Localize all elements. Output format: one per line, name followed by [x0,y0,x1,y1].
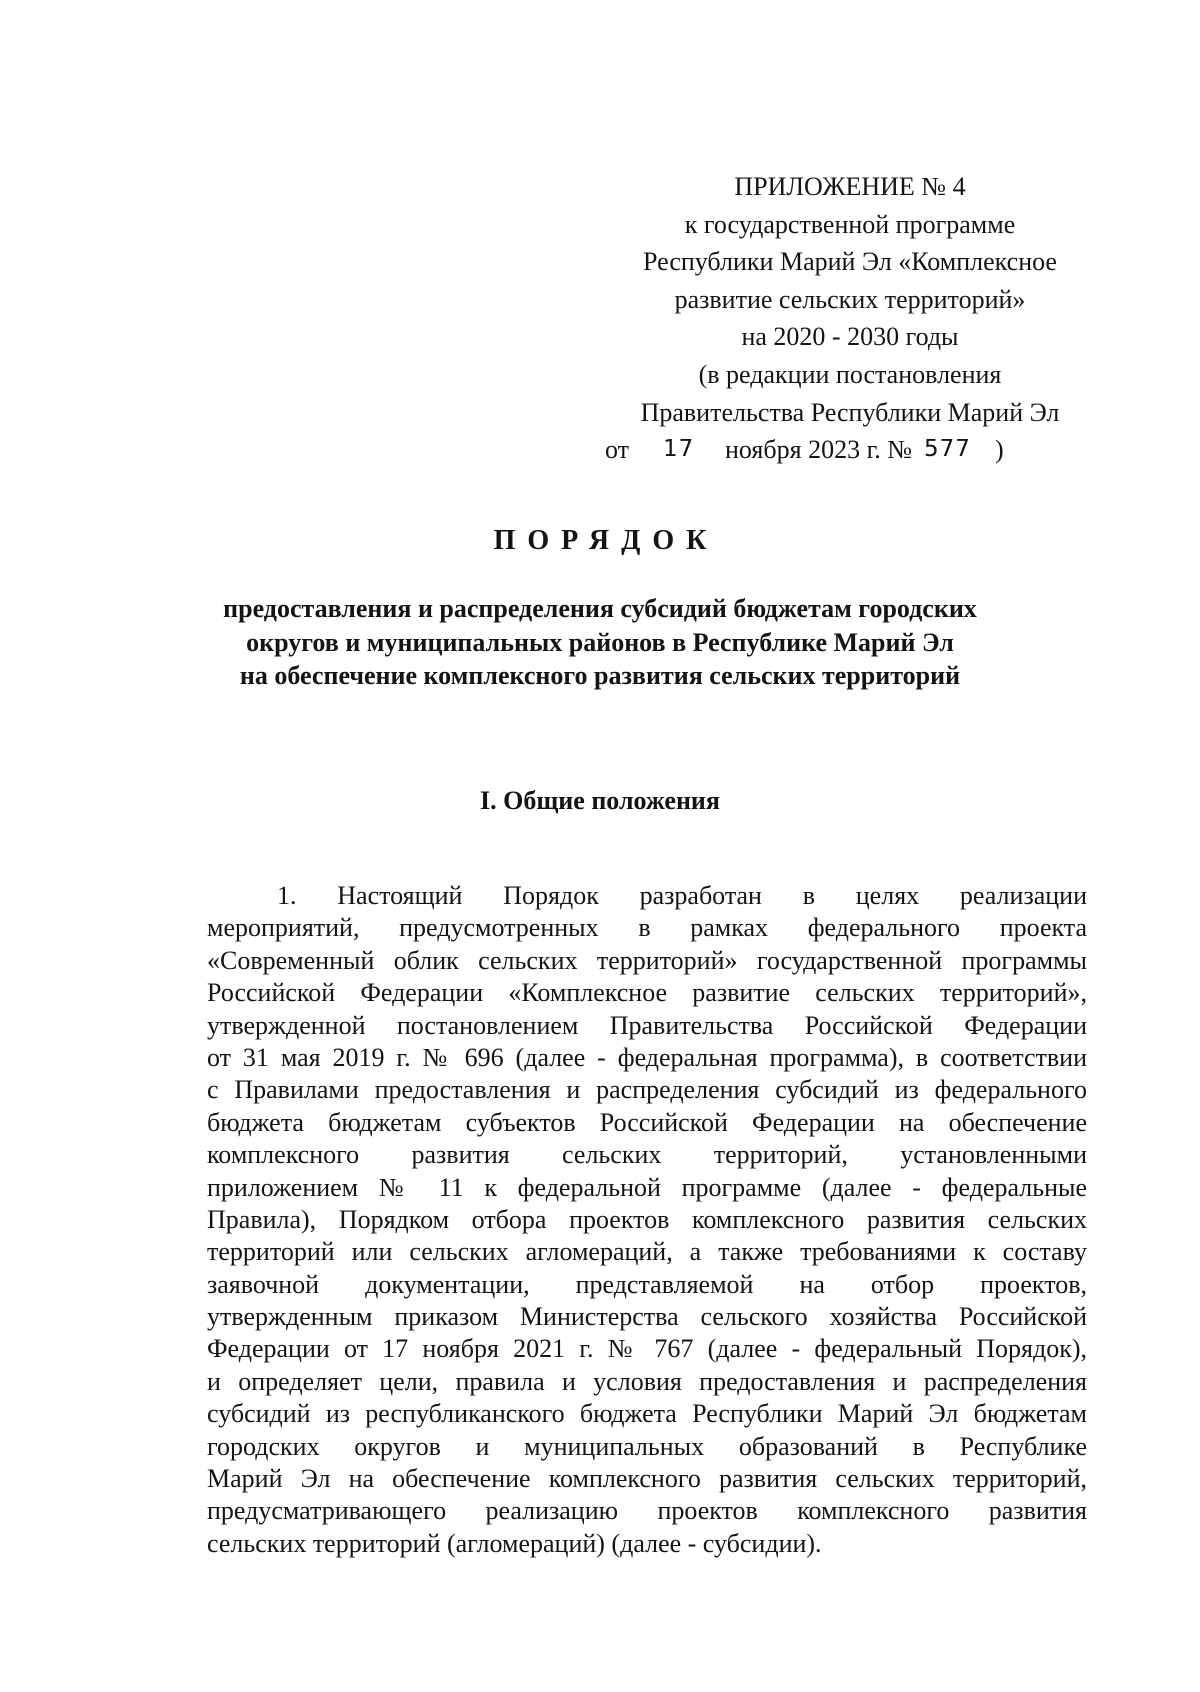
document-subtitle [150,592,1050,693]
paragraph-line: территорий или сельских агломераций, а также требованиями к составу [207,1237,1087,1267]
date-prefix: от [605,435,630,465]
appendix-line: Правительства Республики Марий Эл [640,397,1060,427]
paragraph-line: от 31 мая 2019 г. № 696 (далее - федеральная программа), в соответствии [207,1042,1087,1072]
paragraph-line: бюджета бюджетам субъектов Российской Федерации на обеспечение [207,1107,1087,1137]
paragraph-line: заявочной документации, представляемой на отбор проектов, [207,1269,1087,1299]
date-close-paren: ) [995,435,1004,465]
paragraph-line: приложением № 11 к федеральной программе (далее - федеральные [207,1172,1087,1202]
paragraph-line: 1. Настоящий Порядок разработан в целях реализации [277,881,1087,910]
date-month-year: ноября 2023 г. № [725,435,913,465]
appendix-line: развитие сельских территорий» [674,284,1026,314]
paragraph-line: Марий Эл на обеспечение комплексного развития сельских территорий, [207,1464,1087,1494]
paragraph-line: комплексного развития сельских территорий, установленными [207,1140,1087,1170]
paragraph-line: утвержденной постановлением Правительства Российской Федерации [207,1010,1087,1040]
paragraph-line: субсидий из республиканского бюджета Республики Марий Эл бюджетам [207,1399,1087,1429]
paragraph-1 [207,880,1087,1560]
paragraph-line: Правила), Порядком отбора проектов комплексного развития сельских [207,1204,1087,1234]
paragraph-line: утвержденным приказом Министерства сельского хозяйства Российской [207,1302,1087,1332]
appendix-number: ПРИЛОЖЕНИЕ № 4 [734,172,966,201]
subtitle-line: на обеспечение комплексного развития сельских территорий [239,661,961,690]
document-title: ПОРЯДОК [493,525,719,556]
appendix-line: к государственной программе [684,209,1016,239]
resolution-date-line [600,431,1100,469]
paragraph-line: с Правилами предоставления и распределения субсидий из федерального [207,1075,1087,1105]
resolution-number: 577 [924,436,971,463]
subtitle-line: округов и муниципальных районов в Республике Марий Эл [246,627,954,657]
paragraph-line: сельских территорий (агломераций) (далее - субсидии). [207,1528,822,1558]
appendix-header [600,168,1100,469]
appendix-line: Республики Марий Эл «Комплексное [643,247,1057,277]
paragraph-line: и определяет цели, правила и условия предоставления и распределения [207,1366,1087,1396]
paragraph-line: предусматривающего реализацию проектов комплексного развития [207,1496,1087,1526]
paragraph-line: городских округов и муниципальных образований в Республике [207,1431,1087,1461]
section-heading: I. Общие положения [480,786,720,815]
appendix-line: (в редакции постановления [698,359,1002,389]
paragraph-line: мероприятий, предусмотренных в рамках федерального проекта [207,913,1087,943]
subtitle-line: предоставления и распределения субсидий бюджетам городских [223,594,977,623]
paragraph-line: Федерации от 17 ноября 2021 г. № 767 (далее - федеральный Порядок), [207,1334,1087,1364]
paragraph-line: «Современный облик сельских территорий» государственной программы [207,945,1087,975]
date-day: 17 [663,436,695,463]
paragraph-line: Российской Федерации «Комплексное развитие сельских территорий», [207,978,1087,1008]
appendix-line: на 2020 - 2030 годы [741,322,959,352]
